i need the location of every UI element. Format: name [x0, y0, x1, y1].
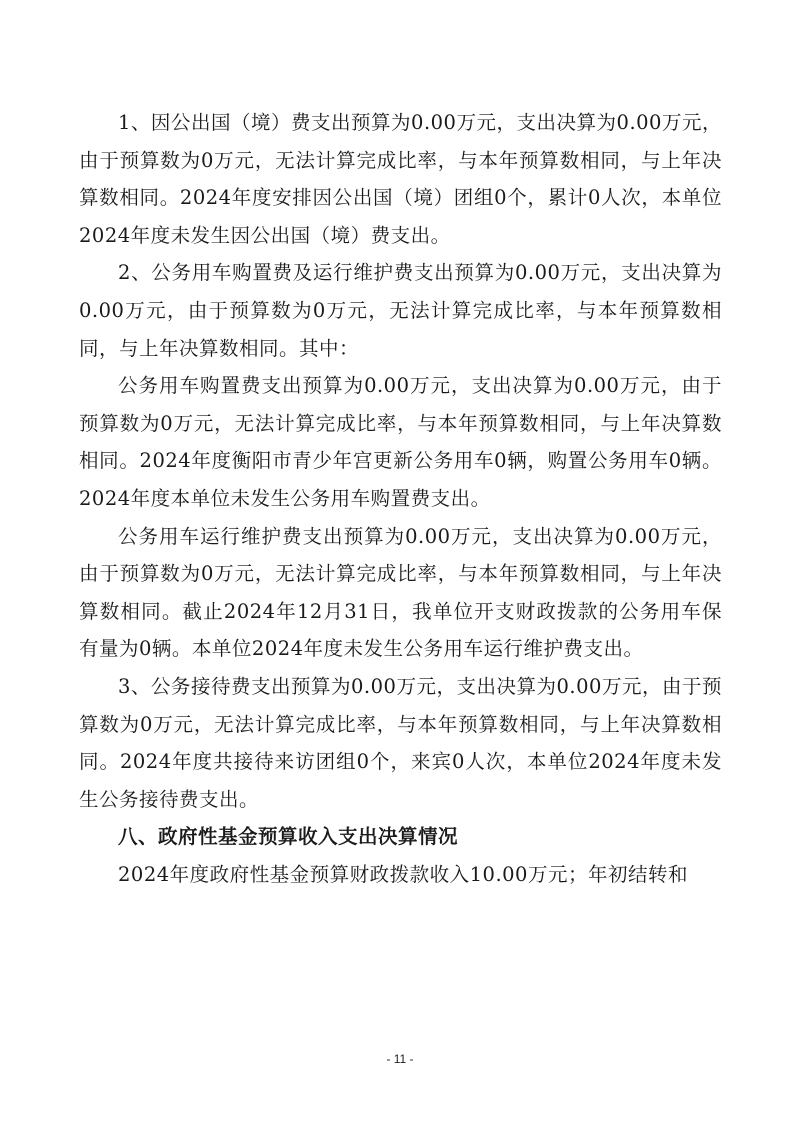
paragraph-government-fund: 2024年度政府性基金预算财政拨款收入10.00万元；年初结转和	[118, 862, 688, 886]
section-heading: 八、政府性基金预算收入支出决算情况	[118, 825, 459, 849]
paragraph-overseas-travel: 1、因公出国（境）费支出预算为0.00万元，支出决算为0.00万元，由于预算数为0万元，无法计算完成比率，与本年预算数相同，与上年决算数相同。2024年度安排因公出国（境）团组0个，累计0人次，本单位2024年度未发生因公出国（境）费支出。	[79, 111, 722, 247]
paragraph-official-vehicles: 2、公务用车购置费及运行维护费支出预算为0.00万元，支出决算为0.00万元，由于预算数为0万元，无法计算完成比率，与本年预算数相同，与上年决算数相同。其中：	[79, 261, 722, 360]
paragraph-vehicle-purchase: 公务用车购置费支出预算为0.00万元，支出决算为0.00万元，由于预算数为0万元，无法计算完成比率，与本年预算数相同，与上年决算数相同。2024年度衡阳市青少年宫更新公务用车0辆，购置公务用车0辆。2024年度本单位未发生公务用车购置费支出。	[79, 374, 722, 510]
page-number: - 11 -	[386, 1052, 414, 1066]
document-body	[79, 104, 722, 893]
paragraph-official-reception: 3、公务接待费支出预算为0.00万元，支出决算为0.00万元，由于预算数为0万元，无法计算完成比率，与本年预算数相同，与上年决算数相同。2024年度共接待来访团组0个，来宾0人次，本单位2024年度未发生公务接待费支出。	[79, 674, 722, 811]
paragraph-vehicle-maintenance: 公务用车运行维护费支出预算为0.00万元，支出决算为0.00万元，由于预算数为0万元，无法计算完成比率，与本年预算数相同，与上年决算数相同。截止2024年12月31日，我单位开支财政拨款的公务用车保有量为0辆。本单位2024年度未发生公务用车运行维护费支出。	[79, 524, 722, 661]
